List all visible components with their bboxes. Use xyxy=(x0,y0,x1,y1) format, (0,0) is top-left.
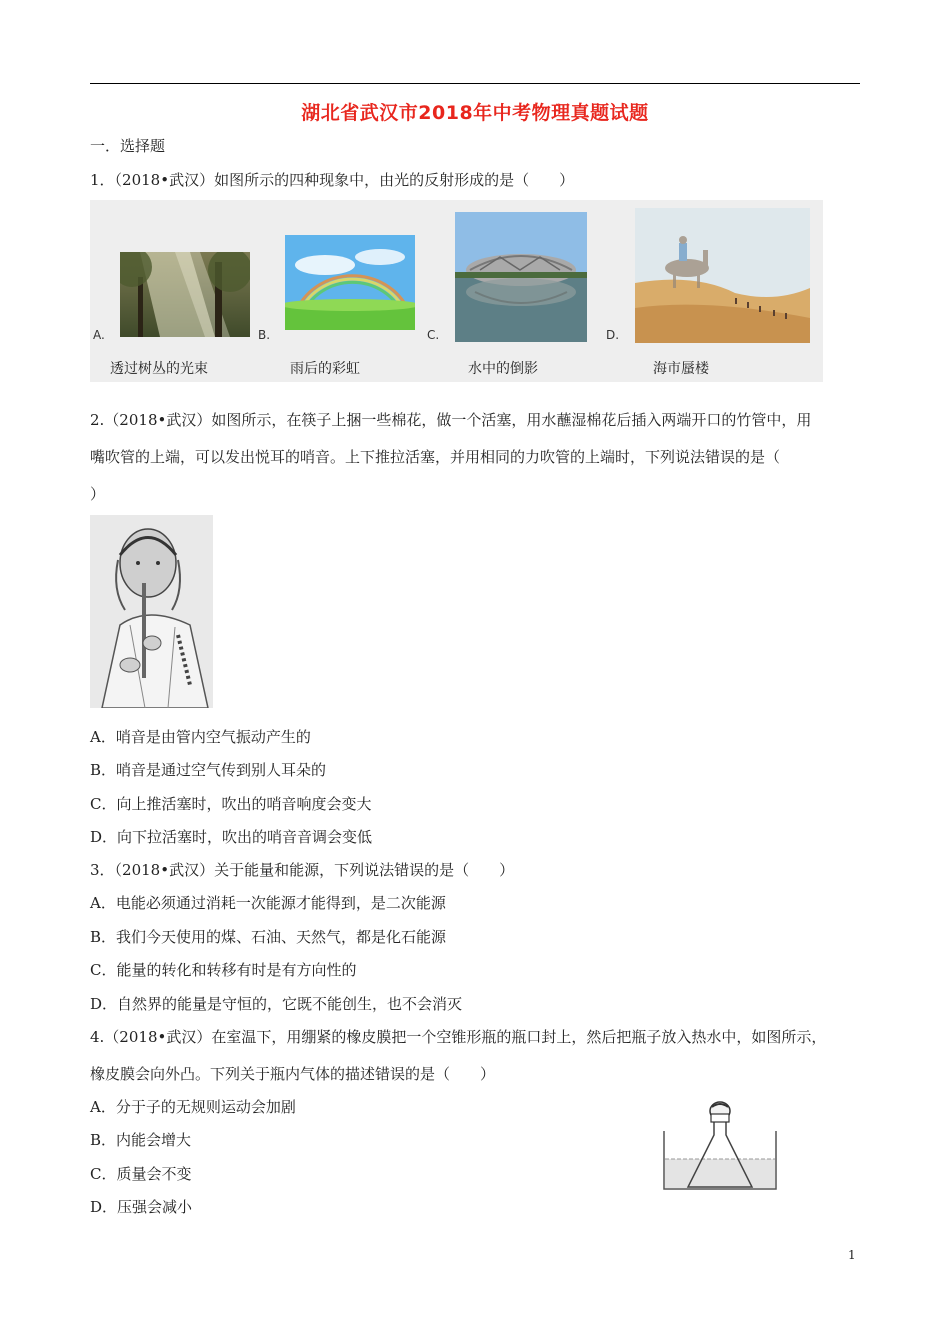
q3-option-c: C．能量的转化和转移有时是有方向性的 xyxy=(90,961,357,979)
q2-stem-line-3: ） xyxy=(90,485,106,503)
q2-option-a: A．哨音是由管内空气振动产生的 xyxy=(90,728,311,746)
q1-option-d-label: D. xyxy=(606,328,620,342)
q1-option-a-label: A. xyxy=(93,328,105,342)
section-heading: 一．选择题 xyxy=(90,137,166,155)
q1-stem: 1．（2018•武汉）如图所示的四种现象中，由光的反射形成的是（ ） xyxy=(90,171,575,189)
q2-option-c: C．向上推活塞时，吹出的哨音响度会变大 xyxy=(90,795,372,813)
q3-option-b: B．我们今天使用的煤、石油、天然气，都是化石能源 xyxy=(90,928,447,946)
q1-option-c-label: C. xyxy=(427,328,440,342)
q1-option-a-caption: 透过树丛的光束 xyxy=(110,361,208,377)
q4-option-b: B．内能会增大 xyxy=(90,1131,192,1149)
rainbow-image xyxy=(285,235,415,330)
page-title: 湖北省武汉市2018年中考物理真题试题 xyxy=(301,102,649,124)
q1-option-b-label: B. xyxy=(258,328,271,342)
q3-stem: 3．（2018•武汉）关于能量和能源，下列说法错误的是（ ） xyxy=(90,861,515,879)
q4-stem-line-2: 橡皮膜会向外凸。下列关于瓶内气体的描述错误的是（ ） xyxy=(90,1065,496,1083)
header-rule xyxy=(90,83,860,84)
q2-stem-line-2: 嘴吹管的上端，可以发出悦耳的哨音。上下推拉活塞，并用相同的力吹管的上端时，下列说法错误的是（ xyxy=(90,448,781,466)
flask-in-water-image xyxy=(660,1095,780,1191)
q4-option-a: A．分于子的无规则运动会加剧 xyxy=(90,1098,296,1116)
mirage-image xyxy=(635,208,810,343)
q1-option-c-caption: 水中的倒影 xyxy=(468,361,538,377)
q2-option-b: B．哨音是通过空气传到别人耳朵的 xyxy=(90,761,327,779)
q4-option-c: C．质量会不变 xyxy=(90,1165,192,1183)
q3-option-d: D．自然界的能量是守恒的，它既不能创生，也不会消灭 xyxy=(90,995,463,1013)
page-number: 1 xyxy=(848,1248,856,1262)
q4-stem-line-1: 4.（2018•武汉）在室温下，用绷紧的橡皮膜把一个空锥形瓶的瓶口封上，然后把瓶子放入热水中，如图所示， xyxy=(90,1028,827,1046)
q2-stem-line-1: 2.（2018•武汉）如图所示，在筷子上捆一些棉花，做一个活塞，用水蘸湿棉花后插入两端开口的竹管中，用 xyxy=(90,411,812,429)
q2-option-d: D．向下拉活塞时，吹出的哨音音调会变低 xyxy=(90,828,373,846)
girl-whistle-image xyxy=(90,515,213,708)
forest-light-image xyxy=(120,252,250,337)
stadium-reflection-image xyxy=(455,212,587,342)
q1-figure xyxy=(90,200,823,382)
q4-option-d: D．压强会减小 xyxy=(90,1198,193,1216)
q3-option-a: A．电能必须通过消耗一次能源才能得到，是二次能源 xyxy=(90,894,446,912)
q1-option-d-caption: 海市蜃楼 xyxy=(653,361,709,377)
q1-option-b-caption: 雨后的彩虹 xyxy=(290,361,360,377)
